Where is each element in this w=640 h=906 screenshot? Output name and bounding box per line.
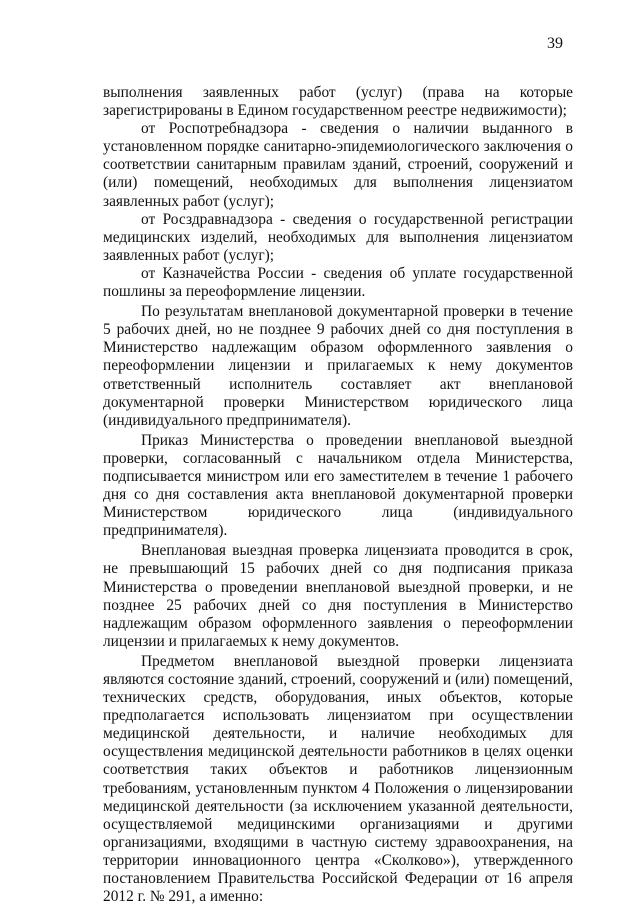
page-number: 39 (547, 35, 563, 52)
document-body (103, 84, 573, 906)
paragraph-roszdravnadzor: от Росздравнадзора - сведения о государственной регистрации медицинских изделий, необходимых для выполнения лицензиатом заявленных работ (услуг); (103, 210, 573, 264)
paragraph-documentary-check: По результатам внеплановой документарной проверки в течение 5 рабочих дней, но не позднее 9 рабочих дней со дня поступления в Министерство надлежащим образом оформленного заявления о переоформлении лицензии и прилагаемых к нему документов ответственный исполнитель составляет акт внеплановой документарной проверки Министерством юридического лица (индивидуального предпринимателя). (103, 303, 573, 429)
paragraph-continuation: выполнения заявленных работ (услуг) (права на которые зарегистрированы в Едином государственном реестре недвижимости); (103, 84, 573, 120)
paragraph-inspection-term: Внеплановая выездная проверка лицензиата проводится в срок, не превышающий 15 рабочих дней со дня подписания приказа Министерства о проведении внеплановой выездной проверки, и не позднее 25 рабочих дней со дня поступления в Министерство надлежащим образом оформленного заявления о переоформлении лицензии и прилагаемых к нему документов. (103, 542, 573, 650)
paragraph-treasury: от Казначейства России - сведения об уплате государственной пошлины за переоформление лицензии. (103, 264, 573, 301)
paragraph-inspection-subject: Предметом внеплановой выездной проверки лицензиата являются состояние зданий, строений, сооружений и (или) помещений, технических средств, оборудования, иных объектов, которые предполагается использовать лицензиатом при осуществлении медицинской деятельности, и наличие необходимых для осуществления медицинской деятельности работников в целях оценки соответствия таких объектов и работников лицензионным требованиям, установленным пунктом 4 Положения о лицензировании медицинской деятельности (за исключением указанной деятельности, осуществляемой медицинскими организациями и другими организациями, входящими в частную систему здравоохранения, на территории инновационного центра «Сколково»), утвержденного постановлением Правительства Российской Федерации от 16 апреля 2012 г. № 291, а именно: (103, 652, 573, 906)
paragraph-rospotrebnadzor: от Роспотребнадзора - сведения о наличии выданного в установленном порядке санитарно-эпидемиологического заключения о соответствии санитарным правилам зданий, строений, сооружений и (или) помещений, необходимых для выполнения лицензиатом заявленных работ (услуг); (103, 120, 573, 210)
paragraph-inspection-order: Приказ Министерства о проведении внеплановой выездной проверки, согласованный с начальником отдела Министерства, подписывается министром или его заместителем в течение 1 рабочего дня со дня составления акта внеплановой документарной проверки Министерством юридического лица (индивидуального предпринимателя). (103, 431, 573, 540)
